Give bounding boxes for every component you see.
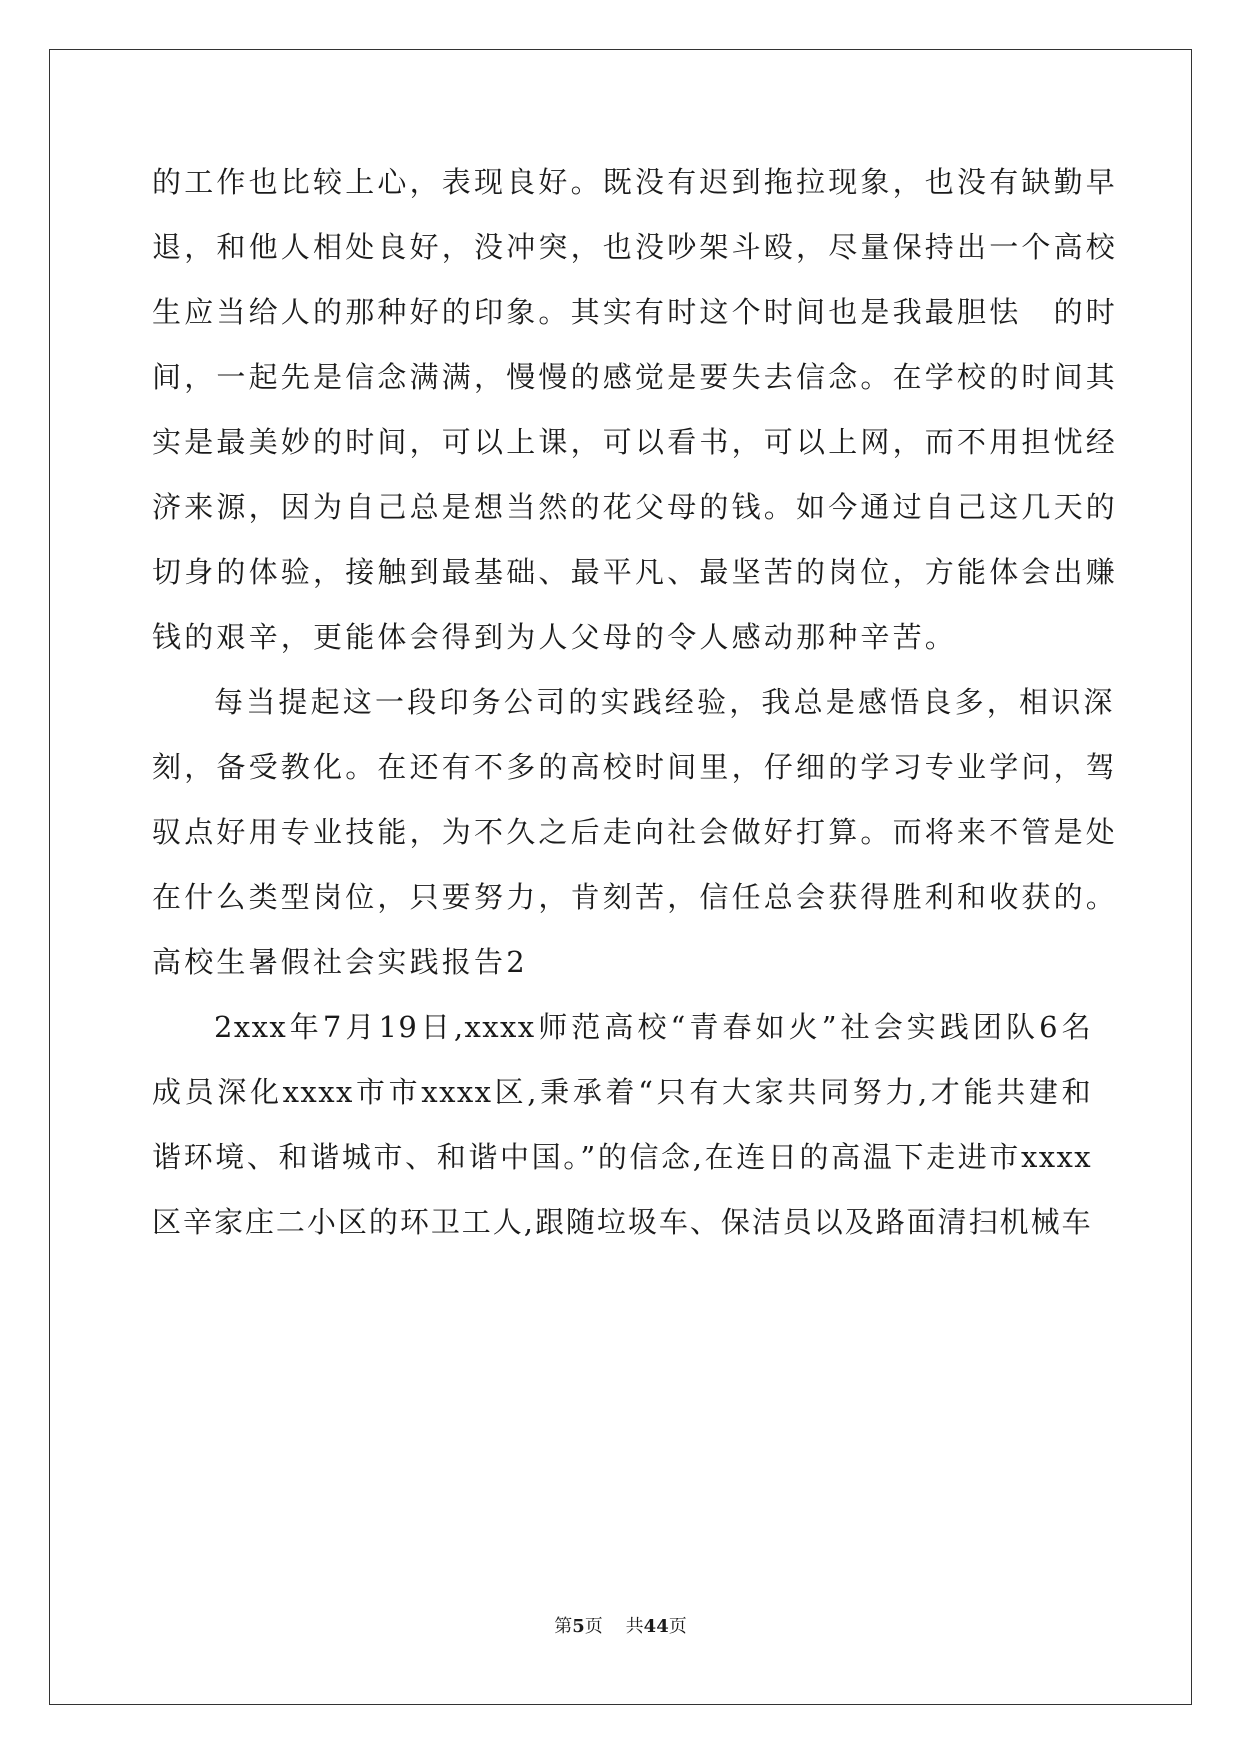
text-line: 驭点好用专业技能，为不久之后走向社会做好打算。而将来不管是处 bbox=[152, 815, 1119, 849]
text-line: 退，和他人相处良好，没冲突，也没吵架斗殴，尽量保持出一个高校 bbox=[152, 230, 1119, 264]
total-label-prefix: 共 bbox=[625, 1616, 644, 1637]
text-line: 每当提起这一段印务公司的实践经验，我总是感悟良多，相识深 bbox=[214, 685, 1116, 719]
text-line: 钱的艰辛，更能体会得到为人父母的令人感动那种辛苦。 bbox=[152, 620, 958, 654]
text-line: 成员深化xxxx市市xxxx区,秉承着“只有大家共同努力,才能共建和 bbox=[152, 1075, 1092, 1109]
text-line: 实是最美妙的时间，可以上课，可以看书，可以上网，而不用担忧经 bbox=[152, 425, 1119, 459]
text-line: 谐环境、和谐城市、和谐中国。”的信念,在连日的高温下走进市xxxx bbox=[152, 1140, 1092, 1174]
total-pages: 44 bbox=[643, 1616, 669, 1637]
text-line: 的工作也比较上心，表现良好。既没有迟到拖拉现象，也没有缺勤早 bbox=[152, 165, 1119, 199]
section-heading: 高校生暑假社会实践报告2 bbox=[152, 945, 528, 979]
text-line: 济来源，因为自己总是想当然的花父母的钱。如今通过自己这几天的 bbox=[152, 490, 1119, 524]
text-line: 刻，备受教化。在还有不多的高校时间里，仔细的学习专业学问，驾 bbox=[152, 750, 1119, 784]
page-footer bbox=[0, 1615, 1241, 1639]
text-line: 在什么类型岗位，只要努力，肯刻苦，信任总会获得胜利和收获的。 bbox=[152, 880, 1119, 914]
page-label-prefix: 第 bbox=[554, 1616, 573, 1637]
page-label-suffix: 页 bbox=[584, 1616, 603, 1637]
text-line: 间，一起先是信念满满，慢慢的感觉是要失去信念。在学校的时间其 bbox=[152, 360, 1119, 394]
text-line: 2xxx年7月19日,xxxx师范高校“青春如火”社会实践团队6名 bbox=[214, 1010, 1092, 1044]
total-label-suffix: 页 bbox=[668, 1616, 687, 1637]
text-line: 切身的体验，接触到最基础、最平凡、最坚苦的岗位，方能体会出赚 bbox=[152, 555, 1119, 589]
text-line: 区辛家庄二小区的环卫工人,跟随垃圾车、保洁员以及路面清扫机械车 bbox=[152, 1205, 1092, 1239]
page-number: 5 bbox=[572, 1616, 585, 1637]
document-body bbox=[152, 156, 1119, 1261]
text-line: 生应当给人的那种好的印象。其实有时这个时间也是我最胆怯 的时 bbox=[152, 295, 1119, 329]
